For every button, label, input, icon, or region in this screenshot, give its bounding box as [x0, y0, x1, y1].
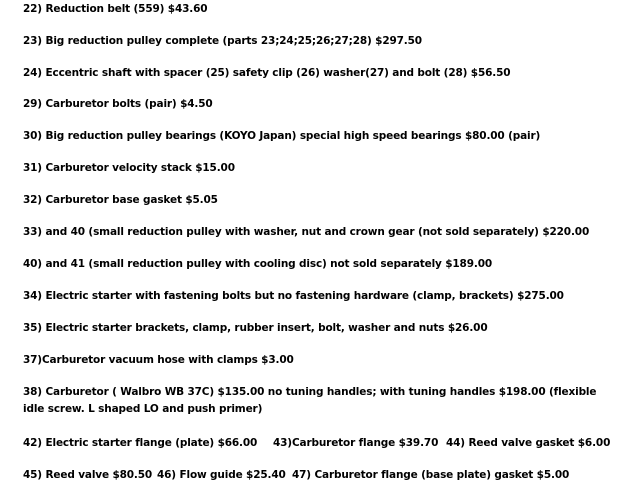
list-item-44: 44) Reed valve gasket $6.00 [446, 437, 611, 449]
list-item-38: 38) Carburetor ( Walbro WB 37C) $135.00 no tuning handles; with tuning handles $198.00 (flexible idle screw. L shaped LO and push primer) [23, 386, 597, 415]
list-item-35: 35) Electric starter brackets, clamp, rubber insert, bolt, washer and nuts $26.00 [23, 322, 488, 334]
list-item-33: 33) and 40 (small reduction pulley with washer, nut and crown gear (not sold separately) $220.00 [23, 226, 590, 238]
list-item-42: 42) Electric starter flange (plate) $66.00 [23, 437, 258, 449]
list-item-31: 31) Carburetor velocity stack $15.00 [23, 162, 235, 174]
list-item-45: 45) Reed valve $80.50 [23, 469, 153, 481]
list-row-45-47 [23, 468, 569, 482]
list-item-40: 40) and 41 (small reduction pulley with cooling disc) not sold separately $189.00 [23, 258, 493, 270]
list-item-22: 22) Reduction belt (559) $43.60 [23, 3, 208, 15]
list-item-29: 29) Carburetor bolts (pair) $4.50 [23, 98, 213, 110]
list-item-30: 30) Big reduction pulley bearings (KOYO Japan) special high speed bearings $80.00 (pair) [23, 130, 541, 142]
list-item-23: 23) Big reduction pulley complete (parts 23;24;25;26;27;28) $297.50 [23, 35, 422, 47]
list-item-34: 34) Electric starter with fastening bolts but no fastening hardware (clamp, brackets) $275.00 [23, 290, 564, 302]
list-row-42-44 [23, 436, 610, 450]
list-item-43: 43)Carburetor flange $39.70 [273, 437, 439, 449]
list-item-46: 46) Flow guide $25.40 [157, 469, 286, 481]
list-item-47: 47) Carburetor flange (base plate) gasket $5.00 [292, 469, 570, 481]
list-item-32: 32) Carburetor base gasket $5.05 [23, 194, 218, 206]
list-item-24: 24) Eccentric shaft with spacer (25) safety clip (26) washer(27) and bolt (28) $56.50 [23, 67, 511, 79]
list-item-37: 37)Carburetor vacuum hose with clamps $3.00 [23, 354, 294, 366]
